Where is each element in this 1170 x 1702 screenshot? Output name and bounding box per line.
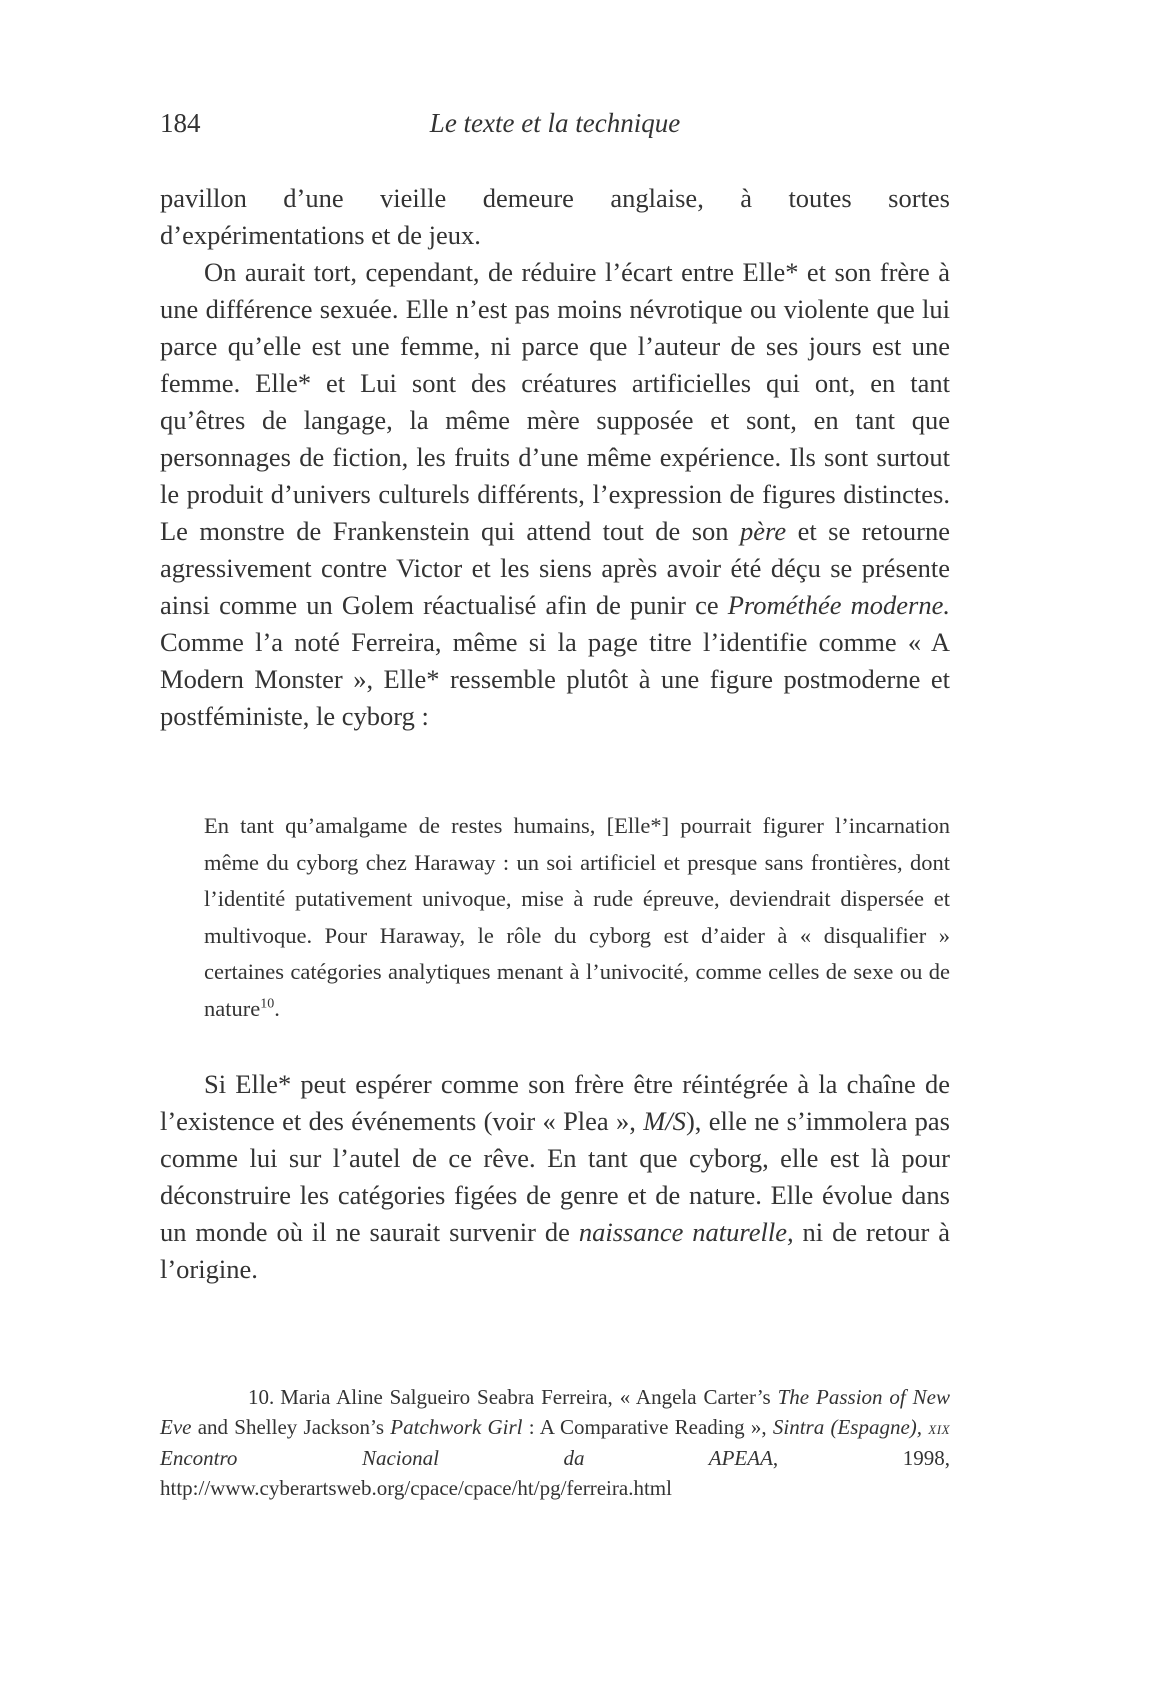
emphasis-naissance: naissance naturelle, (578, 1217, 794, 1247)
footnote-reference[interactable]: 10 (260, 996, 275, 1011)
block-quote (204, 808, 950, 1027)
paragraph-2 (160, 254, 950, 735)
quote-end: . (274, 995, 280, 1021)
footnote-roman-numeral: xix (928, 1418, 951, 1438)
paragraph-3-part-c: ni de retour à l’origine. (160, 1217, 950, 1284)
footnote-url[interactable]: , 1998, http://www.cyberartsweb.org/cpace/cpace/ht/pg/ferreira.html (160, 1446, 950, 1500)
emphasis-promethee: Prométhée moderne. (727, 590, 950, 620)
footnote-conference: Encontro Nacional da APEAA (160, 1446, 773, 1470)
page-number: 184 (160, 108, 201, 138)
footnote-part-b: and Shelley Jackson’s (191, 1415, 391, 1439)
footnote-title-patchwork: Patchwork Girl (390, 1415, 523, 1439)
footnote-10 (160, 1382, 950, 1503)
footnote-place: Sintra (Espagne), (772, 1415, 923, 1439)
emphasis-pere: père (740, 516, 787, 546)
quote-text: En tant qu’amalgame de restes humains, [Elle*] pourrait figurer l’incarnation même du cyborg chez Haraway : un soi artificiel et presque sans frontières, dont l’identité putativement univoque, mise à rude épreuve, deviendrait dispersée et multivoque. Pour Haraway, le rôle du cyborg est d’aider à « disqualifier » certaines catégories analytiques menant à l’univocité, comme celles de sexe ou de nature (204, 813, 950, 1021)
paragraph-3-part-a: Si Elle* peut espérer comme son frère être réintégrée à la chaîne de l’existence et des événements (voir « Plea », (160, 1069, 950, 1136)
paragraph-2-part-b: et se retourne agressivement contre Victor et les siens après avoir été déçu se présente ainsi comme un Golem réactualisé afin de punir ce (160, 516, 950, 620)
footnote-part-a: Maria Aline Salgueiro Seabra Ferreira, « Angela Carter’s (280, 1385, 778, 1409)
paragraph-1: pavillon d’une vieille demeure anglaise, à toutes sortes d’expérimentations et de jeux. (160, 183, 950, 250)
footnote-title-passion: The Passion of New Eve (160, 1385, 950, 1439)
paragraph-3-part-b: ), elle ne s’immolera pas comme lui sur l’autel de ce rêve. En tant que cyborg, elle est là pour déconstruire les catégories figées de genre et de nature. Elle évolue dans un monde où il ne saurait survenir de (160, 1106, 950, 1247)
paragraph-2-part-c: Comme l’a noté Ferreira, même si la page titre l’identifie comme « A Modern Monster », Elle* ressemble plutôt à une figure postmoderne et postféministe, le cyborg : (160, 627, 950, 731)
paragraph-3 (160, 1066, 950, 1288)
footnote-number: 10. (248, 1385, 275, 1409)
page-header (160, 102, 950, 142)
emphasis-ms: M/S (643, 1106, 686, 1136)
footnote-part-c: : A Comparative Reading », (522, 1415, 773, 1439)
running-title: Le texte et la technique (429, 108, 681, 138)
main-text (160, 180, 950, 735)
paragraph-2-part-a: On aurait tort, cependant, de réduire l’écart entre Elle* et son frère à une différence sexuée. Elle n’est pas moins névrotique ou violente que lui parce qu’elle est une femme, ni parce que l’auteur de ses jours est une femme. Elle* et Lui sont des créatures artificielles qui ont, en tant qu’êtres de langage, la même mère supposée et sont, en tant que personnages de fiction, les fruits d’une même expérience. Ils sont surtout le produit d’univers culturels différents, l’expression de figures distinctes. Le monstre de Frankenstein qui attend tout de son (160, 257, 950, 546)
